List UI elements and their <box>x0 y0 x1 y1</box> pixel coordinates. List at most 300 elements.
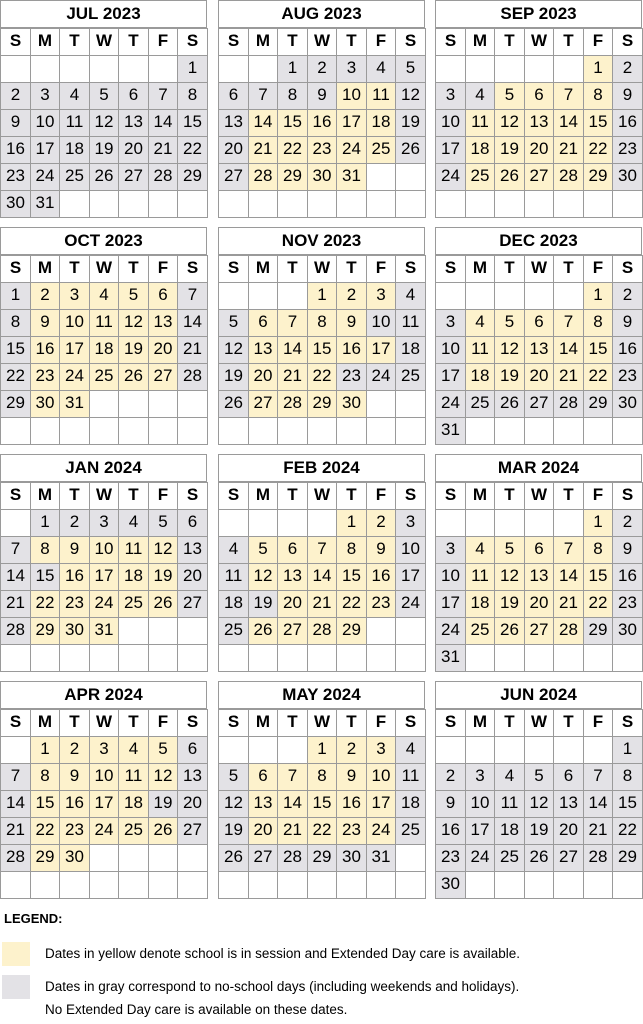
day-cell: 16 <box>0 136 31 164</box>
day-cell: 19 <box>118 336 149 364</box>
weekday-header: F <box>583 709 613 737</box>
empty-cell <box>218 736 249 764</box>
day-cell: 13 <box>218 109 249 137</box>
day-cell: 25 <box>118 817 149 845</box>
day-cell: 14 <box>148 109 178 137</box>
day-cell: 23 <box>612 590 643 618</box>
empty-cell <box>177 390 208 418</box>
day-cell: 14 <box>583 790 613 818</box>
day-cell: 15 <box>30 790 60 818</box>
day-cell: 8 <box>177 82 208 110</box>
legend-yellow-text: Dates in yellow denote school is in session and Extended Day care is available. <box>45 946 521 961</box>
empty-cell <box>218 55 249 83</box>
weekday-header: M <box>465 482 495 510</box>
empty-cell <box>553 282 584 310</box>
day-cell: 10 <box>395 536 426 564</box>
day-cell: 21 <box>277 363 308 391</box>
empty-cell <box>435 509 466 537</box>
day-cell: 21 <box>0 817 31 845</box>
day-cell: 31 <box>89 617 119 645</box>
day-cell: 22 <box>30 817 60 845</box>
weekday-header: S <box>177 255 208 283</box>
day-cell: 26 <box>118 363 149 391</box>
day-cell: 9 <box>612 536 643 564</box>
day-cell: 3 <box>89 736 119 764</box>
day-cell: 7 <box>0 763 31 791</box>
weekday-header: T <box>553 482 584 510</box>
empty-cell <box>177 617 208 645</box>
day-cell: 25 <box>118 590 149 618</box>
empty-cell <box>583 190 613 218</box>
day-cell: 8 <box>583 536 613 564</box>
day-cell: 12 <box>148 763 178 791</box>
day-cell: 28 <box>277 390 308 418</box>
day-cell: 5 <box>494 309 525 337</box>
day-cell: 29 <box>277 163 308 191</box>
weekday-header: W <box>307 255 337 283</box>
day-cell: 29 <box>612 844 643 872</box>
weekday-header: T <box>494 709 525 737</box>
day-cell: 1 <box>336 509 367 537</box>
day-cell: 22 <box>583 363 613 391</box>
day-cell: 27 <box>524 163 554 191</box>
empty-cell <box>524 282 554 310</box>
legend-gray-text-line1: Dates in gray correspond to no-school days (including weekends and holidays). <box>45 979 520 994</box>
empty-cell <box>435 282 466 310</box>
day-cell: 24 <box>435 163 466 191</box>
day-cell: 16 <box>435 817 466 845</box>
day-cell: 13 <box>524 336 554 364</box>
empty-cell <box>277 190 308 218</box>
empty-cell <box>118 617 149 645</box>
day-cell: 17 <box>336 109 367 137</box>
day-cell: 31 <box>59 390 90 418</box>
day-cell: 13 <box>118 109 149 137</box>
month-feb-2024 <box>218 454 425 673</box>
day-cell: 21 <box>148 136 178 164</box>
weekday-header: S <box>435 255 466 283</box>
weekday-header: W <box>524 28 554 56</box>
weekday-header: T <box>494 28 525 56</box>
weekday-header: S <box>395 255 426 283</box>
empty-cell <box>148 417 178 445</box>
day-cell: 16 <box>612 109 643 137</box>
weekday-header: W <box>89 255 119 283</box>
day-cell: 14 <box>248 109 278 137</box>
weekday-header: F <box>148 709 178 737</box>
day-cell: 30 <box>612 390 643 418</box>
day-cell: 12 <box>89 109 119 137</box>
day-cell: 4 <box>59 82 90 110</box>
day-cell: 23 <box>0 163 31 191</box>
day-cell: 16 <box>59 790 90 818</box>
empty-cell <box>553 417 584 445</box>
gray-swatch <box>2 975 30 999</box>
month-oct-2023 <box>0 227 207 446</box>
empty-cell <box>612 417 643 445</box>
day-cell: 17 <box>435 136 466 164</box>
empty-cell <box>0 417 31 445</box>
day-cell: 6 <box>148 282 178 310</box>
weekday-header: M <box>248 255 278 283</box>
day-cell: 12 <box>118 309 149 337</box>
day-cell: 3 <box>336 55 367 83</box>
weekday-header: T <box>553 255 584 283</box>
day-cell: 21 <box>0 590 31 618</box>
day-cell: 25 <box>395 363 426 391</box>
empty-cell <box>553 736 584 764</box>
empty-cell <box>277 644 308 672</box>
empty-cell <box>148 390 178 418</box>
day-cell: 17 <box>89 563 119 591</box>
empty-cell <box>553 190 584 218</box>
day-cell: 13 <box>248 790 278 818</box>
day-cell: 7 <box>177 282 208 310</box>
empty-cell <box>148 644 178 672</box>
weekday-header: F <box>148 255 178 283</box>
day-cell: 28 <box>553 390 584 418</box>
month-title: AUG 2023 <box>218 0 425 28</box>
day-cell: 6 <box>248 309 278 337</box>
empty-cell <box>59 644 90 672</box>
day-cell: 4 <box>395 736 426 764</box>
day-cell: 20 <box>277 590 308 618</box>
day-cell: 17 <box>30 136 60 164</box>
day-cell: 30 <box>435 871 466 899</box>
day-cell: 14 <box>0 790 31 818</box>
day-cell: 15 <box>177 109 208 137</box>
empty-cell <box>307 190 337 218</box>
empty-cell <box>59 55 90 83</box>
empty-cell <box>494 871 525 899</box>
empty-cell <box>0 644 31 672</box>
day-cell: 23 <box>307 136 337 164</box>
day-cell: 25 <box>366 136 396 164</box>
day-cell: 12 <box>248 563 278 591</box>
day-cell: 6 <box>118 82 149 110</box>
weekday-header: S <box>612 482 643 510</box>
empty-cell <box>465 509 495 537</box>
day-cell: 13 <box>524 109 554 137</box>
day-cell: 28 <box>248 163 278 191</box>
empty-cell <box>583 871 613 899</box>
empty-cell <box>277 282 308 310</box>
day-cell: 29 <box>307 844 337 872</box>
day-cell: 9 <box>336 309 367 337</box>
day-cell: 10 <box>435 336 466 364</box>
day-cell: 1 <box>307 736 337 764</box>
day-cell: 26 <box>248 617 278 645</box>
empty-cell <box>59 871 90 899</box>
day-cell: 28 <box>553 163 584 191</box>
weekday-header: W <box>89 709 119 737</box>
month-title: FEB 2024 <box>218 454 425 482</box>
day-cell: 4 <box>494 763 525 791</box>
weekday-header: S <box>395 709 426 737</box>
day-cell: 2 <box>307 55 337 83</box>
weekday-header: S <box>612 255 643 283</box>
day-cell: 29 <box>307 390 337 418</box>
day-cell: 17 <box>366 336 396 364</box>
day-cell: 18 <box>366 109 396 137</box>
empty-cell <box>59 190 90 218</box>
day-cell: 28 <box>177 363 208 391</box>
weekday-header: S <box>0 28 31 56</box>
day-cell: 15 <box>0 336 31 364</box>
day-cell: 30 <box>612 617 643 645</box>
empty-cell <box>89 644 119 672</box>
day-cell: 9 <box>30 309 60 337</box>
day-cell: 22 <box>307 817 337 845</box>
empty-cell <box>524 417 554 445</box>
day-cell: 7 <box>148 82 178 110</box>
day-cell: 15 <box>30 563 60 591</box>
day-cell: 13 <box>177 763 208 791</box>
empty-cell <box>307 509 337 537</box>
day-cell: 26 <box>524 844 554 872</box>
day-cell: 22 <box>30 590 60 618</box>
empty-cell <box>0 55 31 83</box>
day-cell: 4 <box>395 282 426 310</box>
day-cell: 19 <box>494 363 525 391</box>
day-cell: 16 <box>59 563 90 591</box>
day-cell: 14 <box>553 109 584 137</box>
weekday-header: S <box>435 709 466 737</box>
empty-cell <box>395 390 426 418</box>
weekday-header: F <box>583 482 613 510</box>
month-apr-2024 <box>0 681 207 900</box>
day-cell: 29 <box>177 163 208 191</box>
day-cell: 3 <box>435 536 466 564</box>
day-cell: 23 <box>59 817 90 845</box>
weekday-header: S <box>395 482 426 510</box>
day-cell: 14 <box>177 309 208 337</box>
day-cell: 7 <box>553 309 584 337</box>
day-cell: 24 <box>366 817 396 845</box>
empty-cell <box>89 55 119 83</box>
day-cell: 16 <box>307 109 337 137</box>
day-cell: 2 <box>59 736 90 764</box>
day-cell: 15 <box>583 109 613 137</box>
day-cell: 15 <box>583 563 613 591</box>
day-cell: 11 <box>59 109 90 137</box>
day-cell: 11 <box>465 563 495 591</box>
empty-cell <box>524 55 554 83</box>
day-cell: 24 <box>89 590 119 618</box>
day-cell: 15 <box>336 563 367 591</box>
day-cell: 9 <box>59 763 90 791</box>
day-cell: 6 <box>177 509 208 537</box>
empty-cell <box>465 55 495 83</box>
empty-cell <box>494 282 525 310</box>
weekday-header: W <box>307 709 337 737</box>
weekday-header: F <box>583 28 613 56</box>
weekday-header: S <box>435 482 466 510</box>
empty-cell <box>583 736 613 764</box>
day-cell: 23 <box>366 590 396 618</box>
day-cell: 13 <box>553 790 584 818</box>
empty-cell <box>0 509 31 537</box>
empty-cell <box>395 417 426 445</box>
day-cell: 22 <box>583 590 613 618</box>
empty-cell <box>218 644 249 672</box>
day-cell: 18 <box>465 136 495 164</box>
day-cell: 1 <box>30 509 60 537</box>
empty-cell <box>0 871 31 899</box>
day-cell: 14 <box>0 563 31 591</box>
day-cell: 5 <box>218 309 249 337</box>
day-cell: 30 <box>307 163 337 191</box>
month-title: APR 2024 <box>0 681 207 709</box>
empty-cell <box>148 617 178 645</box>
weekday-header: T <box>553 28 584 56</box>
empty-cell <box>89 390 119 418</box>
day-cell: 29 <box>583 390 613 418</box>
day-cell: 6 <box>524 536 554 564</box>
empty-cell <box>435 55 466 83</box>
empty-cell <box>494 509 525 537</box>
day-cell: 13 <box>524 563 554 591</box>
weekday-header: T <box>336 255 367 283</box>
day-cell: 22 <box>0 363 31 391</box>
day-cell: 8 <box>277 82 308 110</box>
day-cell: 24 <box>366 363 396 391</box>
day-cell: 23 <box>336 363 367 391</box>
day-cell: 24 <box>59 363 90 391</box>
month-sep-2023 <box>435 0 642 219</box>
weekday-header: M <box>465 255 495 283</box>
day-cell: 24 <box>435 390 466 418</box>
day-cell: 27 <box>118 163 149 191</box>
weekday-header: T <box>59 28 90 56</box>
day-cell: 11 <box>366 82 396 110</box>
day-cell: 21 <box>553 590 584 618</box>
day-cell: 30 <box>30 390 60 418</box>
empty-cell <box>465 871 495 899</box>
day-cell: 13 <box>277 563 308 591</box>
weekday-header: T <box>59 709 90 737</box>
empty-cell <box>494 644 525 672</box>
empty-cell <box>248 190 278 218</box>
day-cell: 5 <box>494 82 525 110</box>
empty-cell <box>395 190 426 218</box>
day-cell: 9 <box>435 790 466 818</box>
empty-cell <box>89 844 119 872</box>
day-cell: 21 <box>307 590 337 618</box>
day-cell: 20 <box>148 336 178 364</box>
day-cell: 8 <box>0 309 31 337</box>
day-cell: 26 <box>494 617 525 645</box>
empty-cell <box>366 644 396 672</box>
empty-cell <box>366 871 396 899</box>
day-cell: 19 <box>148 790 178 818</box>
day-cell: 17 <box>435 590 466 618</box>
empty-cell <box>366 390 396 418</box>
day-cell: 23 <box>30 363 60 391</box>
day-cell: 22 <box>612 817 643 845</box>
day-cell: 4 <box>366 55 396 83</box>
day-cell: 27 <box>248 390 278 418</box>
day-cell: 11 <box>118 536 149 564</box>
weekday-header: M <box>30 482 60 510</box>
day-cell: 27 <box>277 617 308 645</box>
day-cell: 6 <box>553 763 584 791</box>
day-cell: 14 <box>553 563 584 591</box>
day-cell: 2 <box>612 55 643 83</box>
day-cell: 18 <box>494 817 525 845</box>
day-cell: 25 <box>218 617 249 645</box>
day-cell: 30 <box>0 190 31 218</box>
empty-cell <box>524 871 554 899</box>
empty-cell <box>395 644 426 672</box>
empty-cell <box>494 736 525 764</box>
day-cell: 16 <box>612 563 643 591</box>
day-cell: 1 <box>583 55 613 83</box>
weekday-header: W <box>307 482 337 510</box>
day-cell: 5 <box>524 763 554 791</box>
empty-cell <box>553 55 584 83</box>
day-cell: 29 <box>0 390 31 418</box>
day-cell: 16 <box>336 790 367 818</box>
empty-cell <box>465 417 495 445</box>
empty-cell <box>118 844 149 872</box>
day-cell: 27 <box>524 617 554 645</box>
day-cell: 20 <box>248 817 278 845</box>
day-cell: 4 <box>89 282 119 310</box>
day-cell: 5 <box>395 55 426 83</box>
weekday-header: S <box>177 709 208 737</box>
day-cell: 18 <box>465 590 495 618</box>
day-cell: 31 <box>435 644 466 672</box>
weekday-header: S <box>218 255 249 283</box>
day-cell: 6 <box>248 763 278 791</box>
month-title: JUL 2023 <box>0 0 207 28</box>
day-cell: 7 <box>277 763 308 791</box>
day-cell: 25 <box>494 844 525 872</box>
day-cell: 10 <box>465 790 495 818</box>
day-cell: 5 <box>118 282 149 310</box>
day-cell: 4 <box>218 536 249 564</box>
day-cell: 26 <box>148 590 178 618</box>
day-cell: 27 <box>524 390 554 418</box>
day-cell: 18 <box>118 563 149 591</box>
weekday-header: S <box>218 28 249 56</box>
day-cell: 4 <box>465 309 495 337</box>
day-cell: 15 <box>612 790 643 818</box>
day-cell: 10 <box>89 763 119 791</box>
day-cell: 26 <box>395 136 426 164</box>
empty-cell <box>118 871 149 899</box>
weekday-header: M <box>248 482 278 510</box>
day-cell: 19 <box>494 136 525 164</box>
day-cell: 5 <box>148 509 178 537</box>
empty-cell <box>435 190 466 218</box>
day-cell: 10 <box>435 563 466 591</box>
month-jun-2024 <box>435 681 642 900</box>
day-cell: 2 <box>366 509 396 537</box>
day-cell: 1 <box>177 55 208 83</box>
weekday-header: W <box>89 482 119 510</box>
day-cell: 10 <box>366 309 396 337</box>
day-cell: 3 <box>30 82 60 110</box>
month-jul-2023 <box>0 0 207 219</box>
day-cell: 21 <box>583 817 613 845</box>
day-cell: 14 <box>277 336 308 364</box>
day-cell: 3 <box>366 736 396 764</box>
day-cell: 22 <box>583 136 613 164</box>
day-cell: 1 <box>307 282 337 310</box>
day-cell: 27 <box>177 817 208 845</box>
